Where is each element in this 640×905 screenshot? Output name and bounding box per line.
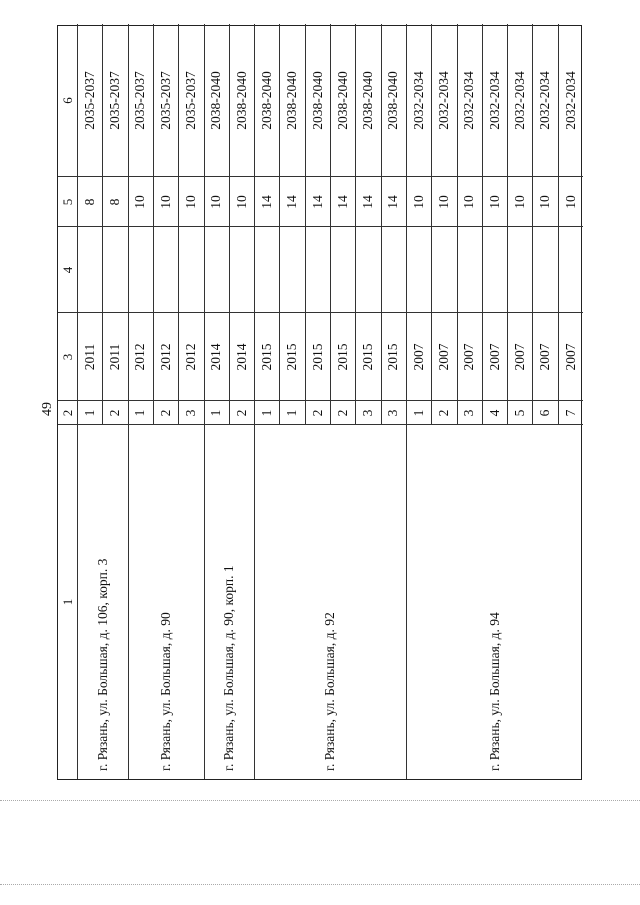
table-cell-col6: 2038-2040	[208, 71, 224, 130]
table-cell-col2: 7	[562, 409, 578, 417]
table-cell-col4	[558, 227, 583, 313]
table-cell-col6: 2035-2037	[183, 71, 199, 130]
table-cell-col2: 1	[284, 409, 300, 417]
table-cell-col4	[457, 227, 482, 313]
table-cell-col5: 10	[486, 195, 502, 209]
table-cell-col6: 2032-2034	[410, 71, 426, 130]
table-cell-col3: 2007	[410, 343, 426, 371]
table-cell-col5: 10	[461, 195, 477, 209]
table-cell-col2: 5	[511, 409, 527, 417]
table-cell-col5: 10	[132, 195, 148, 209]
scan-artifact-line	[0, 884, 640, 886]
table-cell-col2: 2	[436, 409, 452, 417]
table-cell-col3: 2015	[385, 343, 401, 371]
table-cell-col2: 3	[360, 409, 376, 417]
table-cell-col6: 2032-2034	[511, 71, 527, 130]
table-cell-col4	[153, 227, 178, 313]
table-cell-col4	[330, 227, 355, 313]
column-header-2: 2	[60, 409, 75, 417]
table-cell-col5: 10	[410, 195, 426, 209]
table-cell-col6: 2035-2037	[107, 71, 123, 130]
table-cell-col4	[406, 227, 431, 313]
table-cell-col5: 8	[81, 198, 97, 206]
table-cell-col3: 2007	[486, 343, 502, 371]
address-cell: г. Рязань, ул. Большая, д. 90	[157, 612, 173, 771]
table-cell-col6: 2032-2034	[537, 71, 553, 130]
table-cell-col4	[507, 227, 532, 313]
page-number: 49	[40, 402, 55, 416]
table-cell-col4	[128, 227, 153, 313]
table-cell-col5: 14	[309, 195, 325, 209]
table-cell-col4	[381, 227, 406, 313]
table-cell-col2: 4	[486, 409, 502, 417]
table-cell-col4	[431, 227, 456, 313]
table-cell-col3: 2012	[183, 343, 199, 371]
table-cell-col6: 2032-2034	[562, 71, 578, 130]
column-header-3: 3	[60, 353, 75, 361]
table-cell-col3: 2007	[461, 343, 477, 371]
column-header-6: 6	[60, 97, 75, 104]
table-cell-col6: 2038-2040	[360, 71, 376, 130]
table-cell-col6: 2032-2034	[486, 71, 502, 130]
table-cell-col4	[254, 227, 279, 313]
column-header-1: 1	[60, 598, 75, 606]
table-cell-col3: 2015	[258, 343, 274, 371]
table-cell-col5: 8	[107, 198, 123, 206]
table-cell-col3: 2012	[157, 343, 173, 371]
table-cell-col6: 2038-2040	[334, 71, 350, 130]
table-cell-col3: 2014	[233, 343, 249, 371]
table-cell-col4	[102, 227, 127, 313]
table-cell-col3: 2015	[284, 343, 300, 371]
table-cell-col3: 2007	[562, 343, 578, 371]
table-cell-col6: 2032-2034	[436, 71, 452, 130]
address-cell: г. Рязань, ул. Большая, д. 90, корп. 1	[221, 565, 237, 771]
table-cell-col5: 10	[436, 195, 452, 209]
table-cell-col5: 10	[208, 195, 224, 209]
table-cell-col6: 2032-2034	[461, 71, 477, 130]
table-cell-col3: 2007	[537, 343, 553, 371]
data-table	[57, 25, 582, 780]
table-cell-col4	[178, 227, 203, 313]
table-cell-col4	[204, 227, 229, 313]
table-cell-col2: 1	[258, 409, 274, 417]
rotated-table-container	[57, 25, 582, 780]
table-cell-col3: 2007	[511, 343, 527, 371]
table-cell-col4	[355, 227, 380, 313]
table-cell-col3: 2007	[436, 343, 452, 371]
table-cell-col2: 6	[537, 409, 553, 417]
table-cell-col2: 1	[132, 409, 148, 417]
table-cell-col6: 2035-2037	[132, 71, 148, 130]
table-cell-col5: 10	[562, 195, 578, 209]
table-cell-col5: 14	[258, 195, 274, 209]
table-cell-col4	[229, 227, 254, 313]
column-header-5: 5	[60, 198, 75, 206]
table-cell-col4	[305, 227, 330, 313]
table-cell-col2: 2	[334, 409, 350, 417]
table-cell-col4	[77, 227, 102, 313]
table-cell-col6: 2035-2037	[81, 71, 97, 130]
scan-artifact-line	[0, 800, 640, 802]
table-cell-col3: 2011	[107, 343, 123, 371]
table-cell-col3: 2015	[309, 343, 325, 371]
table-cell-col2: 2	[233, 409, 249, 417]
table-cell-col5: 10	[511, 195, 527, 209]
table-cell-col3: 2012	[132, 343, 148, 371]
table-cell-col6: 2038-2040	[309, 71, 325, 130]
address-cell: г. Рязань, ул. Большая, д. 92	[322, 612, 338, 771]
table-cell-col6: 2035-2037	[157, 71, 173, 130]
address-cell: г. Рязань, ул. Большая, д. 106, корп. 3	[94, 558, 110, 771]
table-cell-col6: 2038-2040	[233, 71, 249, 130]
table-cell-col5: 14	[360, 195, 376, 209]
table-cell-col5: 10	[183, 195, 199, 209]
table-cell-col3: 2015	[334, 343, 350, 371]
table-cell-col2: 1	[208, 409, 224, 417]
table-cell-col2: 2	[157, 409, 173, 417]
table-cell-col3: 2011	[81, 343, 97, 371]
table-cell-col6: 2038-2040	[385, 71, 401, 130]
address-cell: г. Рязань, ул. Большая, д. 94	[486, 612, 502, 771]
table-cell-col2: 2	[309, 409, 325, 417]
table-cell-col2: 1	[81, 409, 97, 417]
column-header-4: 4	[60, 266, 75, 274]
table-cell-col3: 2014	[208, 343, 224, 371]
table-cell-col2: 3	[461, 409, 477, 417]
table-cell-col5: 14	[284, 195, 300, 209]
table-cell-col3: 2015	[360, 343, 376, 371]
table-cell-col6: 2038-2040	[284, 71, 300, 130]
table-cell-col6: 2038-2040	[258, 71, 274, 130]
table-cell-col5: 10	[233, 195, 249, 209]
table-cell-col4	[482, 227, 507, 313]
table-cell-col5: 14	[385, 195, 401, 209]
table-cell-col2: 3	[183, 409, 199, 417]
table-cell-col2: 2	[107, 409, 123, 417]
table-cell-col2: 3	[385, 409, 401, 417]
table-cell-col5: 14	[334, 195, 350, 209]
table-cell-col4	[279, 227, 304, 313]
table-cell-col2: 1	[410, 409, 426, 417]
table-cell-col5: 10	[157, 195, 173, 209]
table-cell-col5: 10	[537, 195, 553, 209]
table-cell-col4	[532, 227, 557, 313]
